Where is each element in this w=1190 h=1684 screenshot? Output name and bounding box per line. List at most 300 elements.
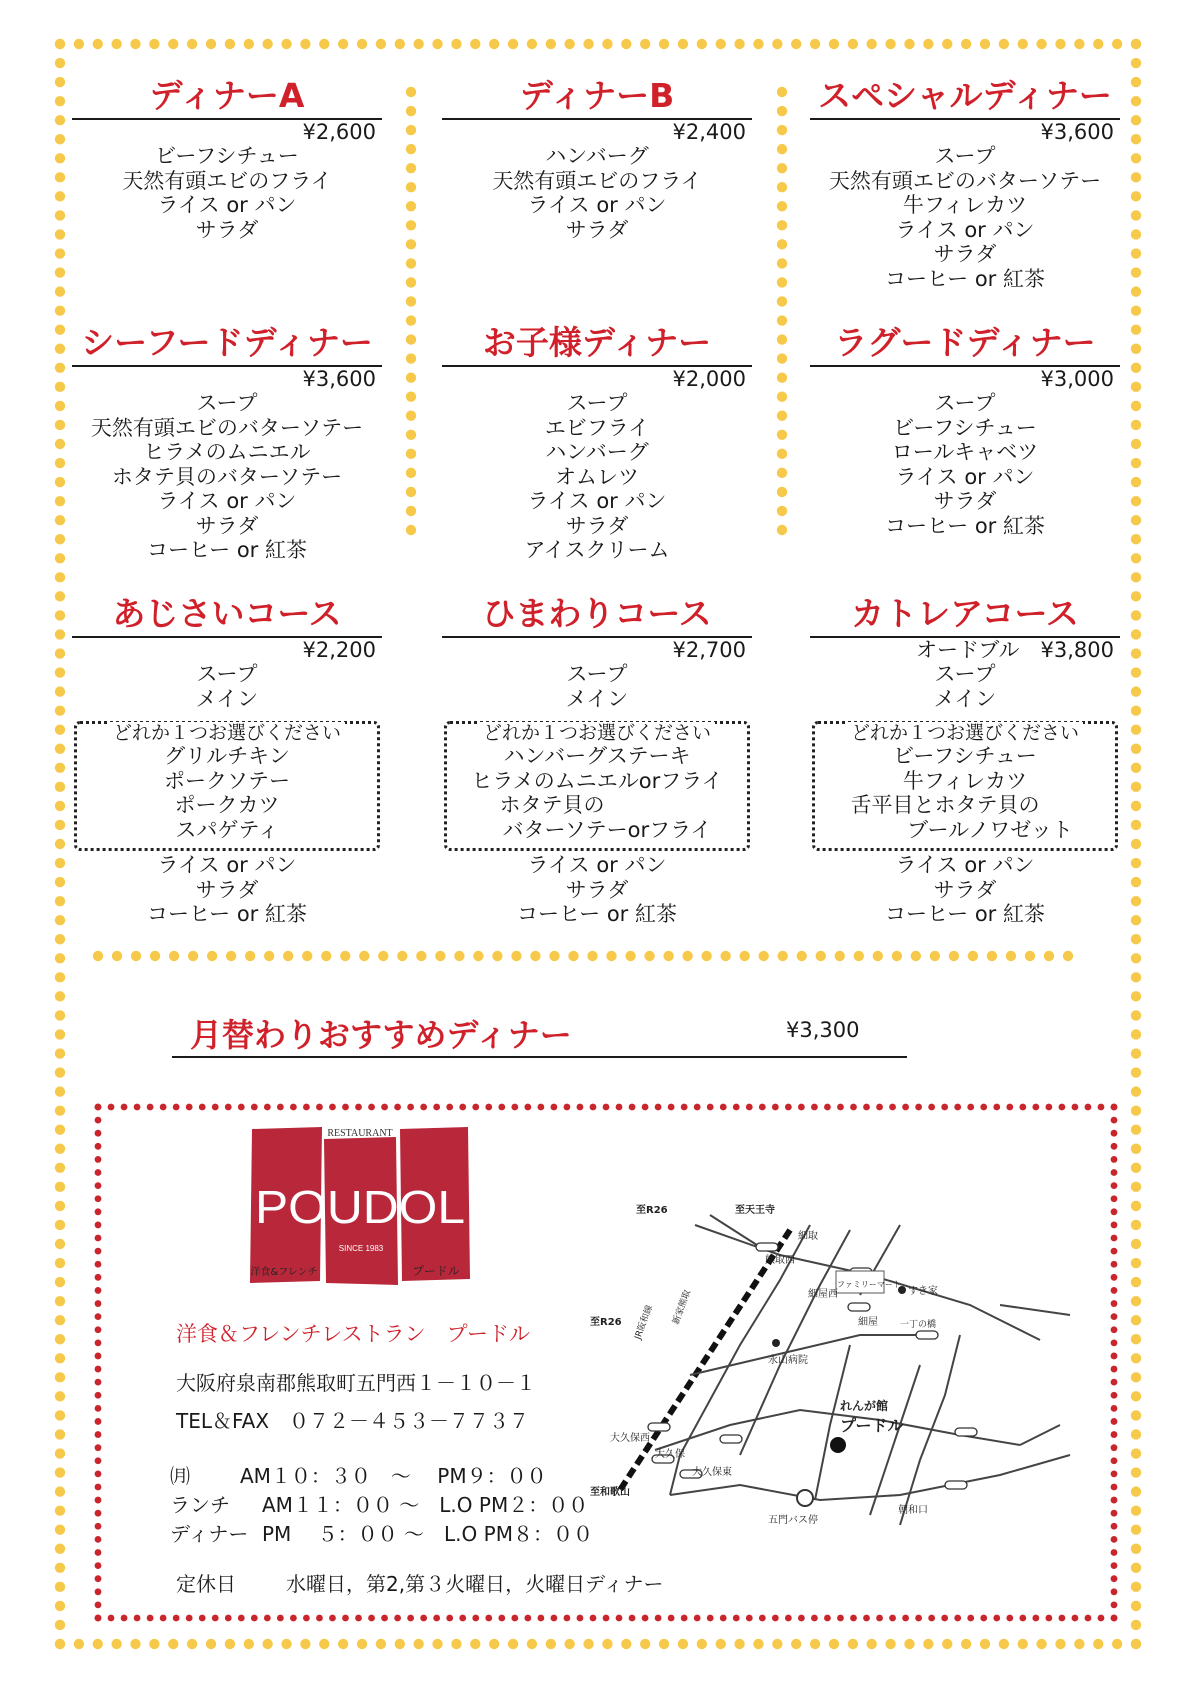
decorative-dot bbox=[873, 951, 883, 961]
price-prefix: オードブル bbox=[915, 638, 1020, 662]
decorative-dot bbox=[848, 1639, 858, 1649]
decorative-dot bbox=[55, 477, 65, 487]
decorative-dot bbox=[303, 1615, 310, 1622]
closed-label: 定休日 bbox=[176, 1572, 236, 1596]
decorative-dot bbox=[777, 506, 787, 516]
decorative-dot bbox=[1111, 1104, 1118, 1111]
decorative-dot bbox=[55, 401, 65, 411]
list-item: サラダ bbox=[565, 877, 629, 902]
decorative-dot bbox=[1036, 39, 1046, 49]
decorative-dot bbox=[778, 951, 788, 961]
list-item: ハンバーグ bbox=[545, 144, 649, 168]
decorative-dot bbox=[55, 648, 65, 658]
map-label: 細取 bbox=[798, 1231, 818, 1242]
decorative-dot bbox=[1131, 77, 1141, 87]
decorative-dot bbox=[777, 87, 787, 97]
menu-price: ¥3,000 bbox=[1040, 367, 1114, 391]
decorative-dot bbox=[961, 39, 971, 49]
decorative-dot bbox=[406, 277, 416, 287]
decorative-dot bbox=[302, 951, 312, 961]
decorative-dot bbox=[55, 1048, 65, 1058]
decorative-dot bbox=[55, 591, 65, 601]
decorative-dot bbox=[1093, 39, 1103, 49]
decorative-dot bbox=[508, 1639, 518, 1649]
choice-note: どれか１つお選びください bbox=[847, 722, 1083, 744]
decorative-dot bbox=[1131, 1086, 1141, 1096]
decorative-dot bbox=[251, 1615, 258, 1622]
decorative-dot bbox=[93, 1639, 103, 1649]
menu-seafood-dinner bbox=[72, 323, 382, 563]
decorative-dot bbox=[697, 1639, 707, 1649]
decorative-dot bbox=[1131, 972, 1141, 982]
decorative-dot bbox=[1131, 744, 1141, 754]
decorative-dot bbox=[376, 39, 386, 49]
list-item: サラダ bbox=[195, 217, 259, 242]
decorative-dot bbox=[1131, 1582, 1141, 1592]
decorative-dot bbox=[277, 1615, 284, 1622]
decorative-dot bbox=[527, 39, 537, 49]
decorative-dot bbox=[459, 1615, 466, 1622]
decorative-dot bbox=[160, 1615, 167, 1622]
decorative-dot bbox=[173, 1615, 180, 1622]
decorative-dot bbox=[55, 1239, 65, 1249]
decorative-dot bbox=[1111, 1510, 1118, 1517]
decorative-dot bbox=[1131, 820, 1141, 830]
decorative-dot bbox=[1131, 667, 1141, 677]
decorative-dot bbox=[777, 201, 787, 211]
decorative-dot bbox=[342, 1615, 349, 1622]
decorative-dot bbox=[1131, 839, 1141, 849]
decorative-dot bbox=[95, 1300, 102, 1307]
decorative-dot bbox=[694, 1615, 701, 1622]
map-label: すき家 bbox=[908, 1286, 938, 1297]
decorative-dot bbox=[1018, 39, 1028, 49]
decorative-dot bbox=[777, 239, 787, 249]
decorative-dot bbox=[993, 1104, 1000, 1111]
decorative-dot bbox=[55, 1315, 65, 1325]
decorative-dot bbox=[1098, 1104, 1105, 1111]
decorative-dot bbox=[829, 1639, 839, 1649]
decorative-dot bbox=[1131, 801, 1141, 811]
decorative-dot bbox=[1111, 1615, 1118, 1622]
decorative-dot bbox=[55, 763, 65, 773]
list-item: サラダ bbox=[195, 513, 259, 538]
decorative-dot bbox=[1111, 1392, 1118, 1399]
list-item: ホタテ貝の bbox=[499, 793, 605, 817]
decorative-dot bbox=[55, 744, 65, 754]
decorative-dot bbox=[1131, 191, 1141, 201]
decorative-dot bbox=[824, 1104, 831, 1111]
decorative-dot bbox=[459, 1104, 466, 1111]
list-item: ヒラメのムニエル bbox=[143, 440, 311, 464]
decorative-dot bbox=[355, 1104, 362, 1111]
decorative-dot bbox=[892, 951, 902, 961]
decorative-dot bbox=[1131, 705, 1141, 715]
decorative-dot bbox=[406, 296, 416, 306]
decorative-dot bbox=[707, 1615, 714, 1622]
decorative-dot bbox=[621, 1639, 631, 1649]
decorative-dot bbox=[954, 1104, 961, 1111]
decorative-dot bbox=[406, 506, 416, 516]
decorative-dot bbox=[1131, 267, 1141, 277]
decorative-dot bbox=[644, 951, 654, 961]
decorative-dot bbox=[150, 951, 160, 961]
decorative-dot bbox=[904, 1639, 914, 1649]
decorative-dot bbox=[777, 411, 787, 421]
menu-price: ¥3,600 bbox=[302, 367, 376, 391]
decorative-dot bbox=[772, 39, 782, 49]
decorative-dot bbox=[777, 315, 787, 325]
decorative-dot bbox=[147, 1104, 154, 1111]
decorative-dot bbox=[55, 782, 65, 792]
decorative-dot bbox=[95, 1195, 102, 1202]
list-item: ビーフシチュー bbox=[155, 144, 299, 168]
decorative-dot bbox=[1111, 1222, 1118, 1229]
menu-price: ¥2,200 bbox=[302, 638, 376, 662]
decorative-dot bbox=[697, 39, 707, 49]
list-item: 牛フィレカツ bbox=[902, 193, 1028, 217]
decorative-dot bbox=[406, 144, 416, 154]
decorative-dot bbox=[537, 1104, 544, 1111]
decorative-dot bbox=[941, 1104, 948, 1111]
decorative-dot bbox=[930, 951, 940, 961]
decorative-dot bbox=[395, 1639, 405, 1649]
decorative-dot bbox=[406, 334, 416, 344]
decorative-dot bbox=[640, 1639, 650, 1649]
menu-items bbox=[72, 853, 382, 927]
decorative-dot bbox=[406, 525, 416, 535]
decorative-dot bbox=[55, 344, 65, 354]
decorative-dot bbox=[95, 1536, 102, 1543]
decorative-dot bbox=[316, 1104, 323, 1111]
decorative-dot bbox=[316, 1615, 323, 1622]
decorative-dot bbox=[1131, 1105, 1141, 1115]
decorative-dot bbox=[1131, 1334, 1141, 1344]
decorative-dot bbox=[451, 1639, 461, 1649]
decorative-dot bbox=[406, 449, 416, 459]
decorative-dot bbox=[629, 1615, 636, 1622]
decorative-dot bbox=[281, 39, 291, 49]
decorative-dot bbox=[381, 1615, 388, 1622]
decorative-dot bbox=[999, 39, 1009, 49]
decorative-dot bbox=[759, 1104, 766, 1111]
decorative-dot bbox=[734, 1639, 744, 1649]
decorative-dot bbox=[524, 1615, 531, 1622]
decorative-dot bbox=[95, 1379, 102, 1386]
decorative-dot bbox=[55, 820, 65, 830]
decorative-dot bbox=[682, 951, 692, 961]
list-item: コーヒー or 紅茶 bbox=[885, 266, 1045, 291]
decorative-dot bbox=[777, 163, 787, 173]
decorative-dot bbox=[758, 951, 768, 961]
decorative-dot bbox=[1131, 1296, 1141, 1306]
restaurant-heading: 洋食＆フレンチレストラン プードル bbox=[176, 1322, 530, 1346]
list-item: ライス or パン bbox=[527, 193, 667, 217]
decorative-dot bbox=[1111, 1418, 1118, 1425]
decorative-dot bbox=[1111, 1235, 1118, 1242]
menu-title: スペシャルディナー bbox=[818, 76, 1112, 115]
decorative-dot bbox=[95, 1274, 102, 1281]
decorative-dot bbox=[564, 39, 574, 49]
map-label: 一丁の橋 bbox=[900, 1320, 937, 1330]
decorative-dot bbox=[55, 1563, 65, 1573]
decorative-dot bbox=[1085, 1615, 1092, 1622]
decorative-dot bbox=[207, 951, 217, 961]
decorative-dot bbox=[378, 951, 388, 961]
menu-title: ディナーB bbox=[519, 76, 675, 115]
decorative-dot bbox=[1131, 953, 1141, 963]
decorative-dot bbox=[406, 87, 416, 97]
decorative-dot bbox=[980, 1615, 987, 1622]
decorative-dot bbox=[915, 1615, 922, 1622]
decorative-dot bbox=[603, 1104, 610, 1111]
decorative-dot bbox=[212, 1104, 219, 1111]
list-item: 天然有頭エビのフライ bbox=[122, 168, 332, 193]
decorative-dot bbox=[1131, 153, 1141, 163]
decorative-dot bbox=[55, 58, 65, 68]
list-item: 天然有頭エビのバターソテー bbox=[828, 168, 1102, 193]
decorative-dot bbox=[1036, 1639, 1046, 1649]
decorative-dot bbox=[1131, 439, 1141, 449]
decorative-dot bbox=[655, 1615, 662, 1622]
decorative-dot bbox=[55, 96, 65, 106]
list-item: スープ bbox=[566, 662, 628, 686]
list-item: ライス or パン bbox=[527, 489, 667, 513]
decorative-dot bbox=[95, 1222, 102, 1229]
decorative-dot bbox=[1131, 1563, 1141, 1573]
map-label: 大久保西 bbox=[610, 1433, 650, 1444]
decorative-dot bbox=[1131, 782, 1141, 792]
decorative-dot bbox=[810, 1639, 820, 1649]
decorative-dot bbox=[244, 1639, 254, 1649]
decorative-dot bbox=[791, 1639, 801, 1649]
hours-dinner-label: ディナー bbox=[170, 1522, 249, 1546]
decorative-dot bbox=[602, 39, 612, 49]
decorative-dot bbox=[1131, 420, 1141, 430]
menu-price: ¥2,600 bbox=[302, 120, 376, 144]
decorative-dot bbox=[199, 1104, 206, 1111]
decorative-dot bbox=[621, 39, 631, 49]
decorative-dot bbox=[95, 1615, 102, 1622]
decorative-dot bbox=[406, 182, 416, 192]
decorative-dot bbox=[577, 1104, 584, 1111]
decorative-dot bbox=[406, 372, 416, 382]
decorative-dot bbox=[121, 1615, 128, 1622]
choice-items bbox=[447, 744, 747, 842]
choice-items bbox=[815, 744, 1115, 842]
decorative-dot bbox=[432, 39, 442, 49]
decorative-dot bbox=[854, 951, 864, 961]
decorative-dot bbox=[583, 39, 593, 49]
decorative-dot bbox=[1131, 934, 1141, 944]
decorative-dot bbox=[433, 1104, 440, 1111]
decorative-dot bbox=[340, 951, 350, 961]
decorative-dot bbox=[746, 1615, 753, 1622]
hours-dinner-text: PM ５：００ ～ L.O PM８：００ bbox=[262, 1522, 593, 1546]
decorative-dot bbox=[583, 1639, 593, 1649]
menu-title: ラグードディナー bbox=[834, 323, 1096, 362]
decorative-dot bbox=[1131, 896, 1141, 906]
decorative-dot bbox=[55, 686, 65, 696]
decorative-dot bbox=[186, 1104, 193, 1111]
decorative-dot bbox=[472, 1104, 479, 1111]
decorative-dot bbox=[1131, 382, 1141, 392]
list-item: ビーフシチュー bbox=[893, 744, 1037, 768]
hours-lunch-label: ランチ bbox=[170, 1493, 230, 1517]
decorative-dot bbox=[264, 951, 274, 961]
decorative-dot bbox=[55, 1105, 65, 1115]
closed-text: 水曜日，第2,第３火曜日，火曜日ディナー bbox=[286, 1572, 664, 1596]
decorative-dot bbox=[95, 1208, 102, 1215]
menu-title: ひまわりコース bbox=[482, 594, 712, 633]
decorative-dot bbox=[262, 39, 272, 49]
decorative-dot bbox=[55, 1201, 65, 1211]
decorative-dot bbox=[290, 1615, 297, 1622]
menu-price: ¥3,600 bbox=[1040, 120, 1114, 144]
decorative-dot bbox=[406, 106, 416, 116]
decorative-dot bbox=[1131, 1525, 1141, 1535]
logo-restaurant-text: RESTAURANT bbox=[327, 1128, 393, 1139]
decorative-dot bbox=[564, 1104, 571, 1111]
decorative-dot bbox=[406, 315, 416, 325]
restaurant-logo bbox=[250, 1125, 470, 1285]
list-item: ライス or パン bbox=[157, 489, 297, 513]
decorative-dot bbox=[791, 39, 801, 49]
decorative-dot bbox=[980, 39, 990, 49]
divider bbox=[172, 1056, 907, 1058]
decorative-dot bbox=[1131, 1639, 1141, 1649]
decorative-dot bbox=[432, 1639, 442, 1649]
decorative-dot bbox=[55, 1601, 65, 1611]
menu-special-dinner bbox=[810, 76, 1120, 291]
decorative-dot bbox=[95, 1143, 102, 1150]
menu-items bbox=[72, 662, 382, 711]
list-item: コーヒー or 紅茶 bbox=[147, 902, 307, 926]
decorative-dot bbox=[678, 1639, 688, 1649]
decorative-dot bbox=[1131, 1182, 1141, 1192]
decorative-dot bbox=[829, 39, 839, 49]
decorative-dot bbox=[283, 951, 293, 961]
decorative-dot bbox=[55, 1639, 65, 1649]
decorative-dot bbox=[95, 1287, 102, 1294]
decorative-dot bbox=[55, 1391, 65, 1401]
decorative-dot bbox=[961, 1639, 971, 1649]
decorative-dot bbox=[485, 1104, 492, 1111]
decorative-dot bbox=[108, 1615, 115, 1622]
monthly-dinner-price: ¥3,300 bbox=[786, 1018, 860, 1042]
decorative-dot bbox=[659, 1639, 669, 1649]
list-item: ハンバーグ bbox=[545, 440, 649, 464]
decorative-dot bbox=[889, 1104, 896, 1111]
decorative-dot bbox=[753, 39, 763, 49]
decorative-dot bbox=[95, 1497, 102, 1504]
menu-dinner-a bbox=[72, 76, 382, 242]
decorative-dot bbox=[967, 1615, 974, 1622]
decorative-dot bbox=[407, 1104, 414, 1111]
decorative-dot bbox=[1019, 1104, 1026, 1111]
decorative-dot bbox=[1055, 1639, 1065, 1649]
decorative-dot bbox=[923, 39, 933, 49]
decorative-dot bbox=[1131, 1601, 1141, 1611]
menu-items bbox=[442, 391, 752, 563]
decorative-dot bbox=[549, 951, 559, 961]
decorative-dot bbox=[329, 1104, 336, 1111]
decorative-dot bbox=[329, 1615, 336, 1622]
decorative-dot bbox=[262, 1639, 272, 1649]
decorative-dot bbox=[1131, 1544, 1141, 1554]
decorative-dot bbox=[759, 1615, 766, 1622]
decorative-dot bbox=[1111, 1379, 1118, 1386]
decorative-dot bbox=[95, 1601, 102, 1608]
decorative-dot bbox=[359, 951, 369, 961]
decorative-dot bbox=[942, 39, 952, 49]
decorative-dot bbox=[55, 1372, 65, 1382]
decorative-dot bbox=[498, 1104, 505, 1111]
decorative-dot bbox=[1131, 1372, 1141, 1382]
decorative-dot bbox=[1131, 1448, 1141, 1458]
decorative-dot bbox=[225, 1615, 232, 1622]
decorative-dot bbox=[131, 951, 141, 961]
decorative-dot bbox=[130, 1639, 140, 1649]
list-item: ライス or パン bbox=[527, 853, 667, 877]
decorative-dot bbox=[928, 1615, 935, 1622]
hours-open-text: AM１０：３０ ～ PM９：００ bbox=[240, 1464, 547, 1488]
decorative-dot bbox=[95, 1182, 102, 1189]
list-item: 天然有頭エビのバターソテー bbox=[90, 415, 364, 440]
list-item: ブールノワゼット bbox=[907, 817, 1073, 842]
list-item: スパゲティ bbox=[175, 817, 279, 842]
decorative-dot bbox=[93, 951, 103, 961]
decorative-dot bbox=[1111, 1405, 1118, 1412]
decorative-dot bbox=[111, 39, 121, 49]
list-item: ポークカツ bbox=[174, 793, 280, 817]
decorative-dot bbox=[206, 1639, 216, 1649]
decorative-dot bbox=[1131, 344, 1141, 354]
menu-items bbox=[72, 391, 382, 563]
decorative-dot bbox=[785, 1615, 792, 1622]
decorative-dot bbox=[1006, 1615, 1013, 1622]
decorative-dot bbox=[55, 1334, 65, 1344]
decorative-dot bbox=[777, 334, 787, 344]
decorative-dot bbox=[753, 1639, 763, 1649]
decorative-dot bbox=[663, 951, 673, 961]
decorative-dot bbox=[889, 1615, 896, 1622]
decorative-dot bbox=[95, 1248, 102, 1255]
map-label: 大久保 bbox=[655, 1449, 685, 1460]
list-item: スープ bbox=[196, 391, 258, 415]
decorative-dot bbox=[368, 1104, 375, 1111]
list-item: 牛フィレカツ bbox=[902, 768, 1028, 793]
decorative-dot bbox=[902, 1615, 909, 1622]
decorative-dot bbox=[681, 1615, 688, 1622]
decorative-dot bbox=[772, 1639, 782, 1649]
list-item: スープ bbox=[934, 662, 996, 686]
decorative-dot bbox=[95, 1156, 102, 1163]
decorative-dot bbox=[681, 1104, 688, 1111]
decorative-dot bbox=[733, 1615, 740, 1622]
menu-title: カトレアコース bbox=[851, 594, 1079, 633]
decorative-dot bbox=[1131, 1486, 1141, 1496]
decorative-dot bbox=[602, 1639, 612, 1649]
decorative-dot bbox=[1111, 1575, 1118, 1582]
decorative-dot bbox=[954, 1615, 961, 1622]
decorative-dot bbox=[1131, 172, 1141, 182]
list-item: サラダ bbox=[933, 489, 997, 513]
decorative-dot bbox=[777, 296, 787, 306]
decorative-dot bbox=[1044, 951, 1054, 961]
decorative-dot bbox=[95, 1366, 102, 1373]
decorative-dot bbox=[999, 1639, 1009, 1649]
